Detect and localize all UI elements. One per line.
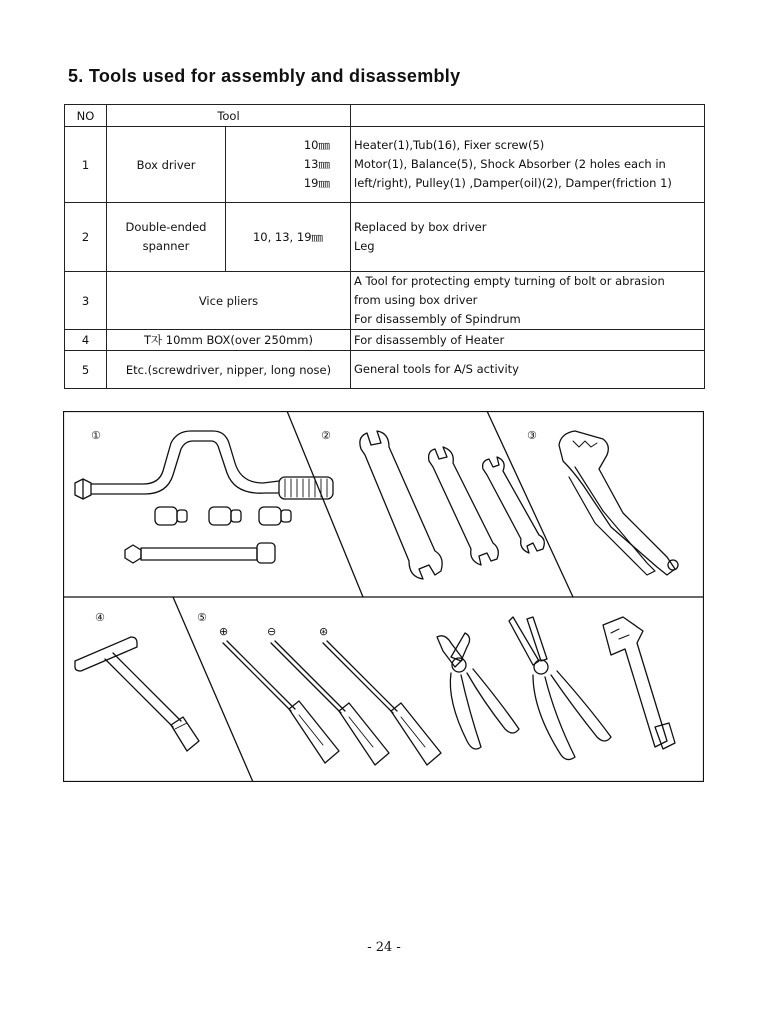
- row-sizes: [226, 127, 351, 203]
- phillips-symbol: ⊕: [219, 625, 229, 638]
- row-no: 3: [65, 272, 107, 330]
- panel-label: ②: [321, 429, 331, 442]
- header-usage: [351, 105, 705, 127]
- tools-illustration: [63, 411, 704, 782]
- header-no: NO: [65, 105, 107, 127]
- row-usage: [351, 127, 705, 203]
- socket-icon: [209, 507, 241, 525]
- long-nose-pliers-icon: [509, 617, 611, 760]
- usage-line: from using box driver: [354, 293, 478, 307]
- spanner-icon: [429, 447, 499, 565]
- tool-line: Double-ended: [125, 220, 207, 234]
- usage-line: Replaced by box driver: [354, 220, 487, 234]
- row-no: 2: [65, 203, 107, 272]
- extension-bar-icon: [125, 543, 275, 563]
- size-line: 10㎜: [303, 138, 330, 152]
- row-tool: Vice pliers: [107, 272, 351, 330]
- row-usage: General tools for A/S activity: [351, 351, 705, 389]
- table-row: [65, 203, 705, 272]
- socket-icon: [155, 507, 187, 525]
- row-usage: [351, 203, 705, 272]
- screwdriver-icon: [223, 641, 339, 763]
- box-driver-icon: [75, 431, 333, 499]
- torx-symbol: ⊛: [319, 625, 329, 638]
- usage-line: Heater(1),Tub(16), Fixer screw(5): [354, 138, 545, 152]
- spanner-icon: [483, 457, 545, 553]
- socket-icon: [259, 507, 291, 525]
- panel-divider: [173, 597, 253, 782]
- size-line: 19㎜: [303, 176, 330, 190]
- row-tool: Etc.(screwdriver, nipper, long nose): [107, 351, 351, 389]
- flathead-symbol: ⊖: [267, 625, 277, 638]
- panel-label: ④: [95, 611, 105, 624]
- table-row: [65, 127, 705, 203]
- row-tool: T자 10mm BOX(over 250mm): [107, 330, 351, 351]
- row-no: 4: [65, 330, 107, 351]
- bracket-tool-icon: [603, 617, 675, 749]
- screwdriver-icon: [323, 641, 441, 765]
- usage-line: For disassembly of Spindrum: [354, 312, 521, 326]
- panel-label: ①: [91, 429, 101, 442]
- row-no: 1: [65, 127, 107, 203]
- row-usage: For disassembly of Heater: [351, 330, 705, 351]
- size-line: 13㎜: [303, 157, 330, 171]
- header-tool: Tool: [107, 105, 351, 127]
- row-sizes: 10, 13, 19㎜: [226, 203, 351, 272]
- table-row: [65, 351, 705, 389]
- row-tool: Box driver: [107, 127, 226, 203]
- row-usage: [351, 272, 705, 330]
- table-header-row: [65, 105, 705, 127]
- usage-line: left/right), Pulley(1) ,Damper(oil)(2), Damper(friction 1): [354, 176, 672, 190]
- panel-label: ⑤: [197, 611, 207, 624]
- page-title: 5. Tools used for assembly and disassembly: [68, 66, 461, 86]
- nipper-icon: [437, 633, 519, 749]
- table-row: [65, 330, 705, 351]
- usage-line: A Tool for protecting empty turning of bolt or abrasion: [354, 274, 665, 288]
- table-row: [65, 272, 705, 330]
- vice-pliers-icon: [559, 431, 678, 575]
- page-number: - 24 -: [367, 940, 401, 955]
- row-no: 5: [65, 351, 107, 389]
- tool-line: spanner: [142, 239, 190, 253]
- row-tool: [107, 203, 226, 272]
- usage-line: Motor(1), Balance(5), Shock Absorber (2 holes each in: [354, 157, 666, 171]
- t-handle-box-icon: [75, 637, 199, 751]
- tools-table: [64, 104, 705, 389]
- panel-label: ③: [527, 429, 537, 442]
- usage-line: Leg: [354, 239, 375, 253]
